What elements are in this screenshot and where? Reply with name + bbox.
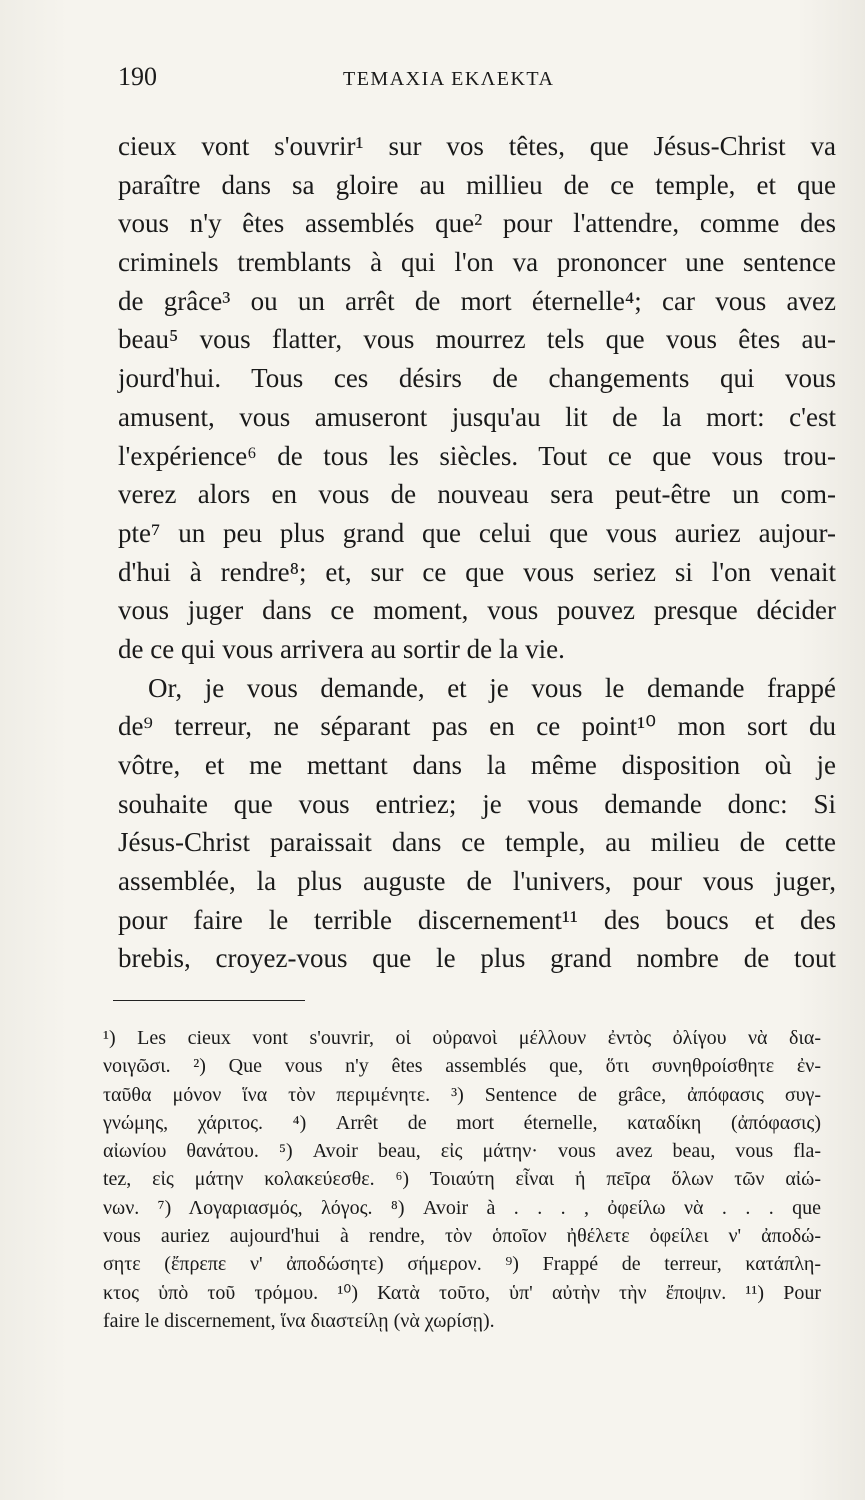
text-line: criminels tremblants à qui l'on va prononcer une sentence <box>118 247 836 278</box>
text-line: beau⁵ vous flatter, vous mourrez tels que vous êtes au- <box>118 324 836 355</box>
text-line: vous juger dans ce moment, vous pouvez presque décider <box>118 595 836 626</box>
text-line: Or, je vous demande, et je vous le demande frappé <box>148 672 836 703</box>
text-line: pte⁷ un peu plus grand que celui que vous auriez aujour- <box>118 517 836 548</box>
footnote-line: νοιγῶσι. ²) Que vous n'y êtes assemblés que, ὅτι συνηθροίσθητε ἐν- <box>103 1055 821 1078</box>
footnote-line: αἰωνίου θανάτου. ⁵) Avoir beau, εἰς μάτην· vous avez beau, vous fla- <box>103 1140 821 1163</box>
text-line: assemblée, la plus auguste de l'univers, pour vous juger, <box>118 866 836 897</box>
main-text <box>118 127 836 978</box>
text-line: brebis, croyez-vous que le plus grand nombre de tout <box>118 943 836 974</box>
footnote-line: tez, εἰς μάτην κολακεύεσθε. ⁶) Τοιαύτη εἶναι ἡ πεῖρα ὅλων τῶν αἰώ- <box>103 1168 821 1191</box>
text-line: Jésus-Christ paraissait dans ce temple, au milieu de cette <box>118 827 836 858</box>
footnote-line: νων. ⁷) Λογαριασμός, λόγος. ⁸) Avoir à . . . , ὀφείλω νὰ . . . que <box>103 1196 821 1219</box>
text-line: l'expérience⁶ de tous les siècles. Tout ce que vous trou- <box>118 440 836 471</box>
text-line: vôtre, et me mettant dans la même disposition où je <box>118 750 836 780</box>
text-line: paraître dans sa gloire au millieu de ce temple, et que <box>118 169 836 200</box>
footnotes <box>103 1024 821 1335</box>
footnote-line: σητε (ἔπρεπε ν' ἀποδώσητε) σήμερον. ⁹) Frappé de terreur, κατάπλη- <box>103 1253 821 1276</box>
footnote-line: vous auriez aujourd'hui à rendre, τὸν ὁποῖον ἠθέλετε ὀφείλει ν' ἀποδώ- <box>103 1225 821 1248</box>
text-line: de ce qui vous arrivera au sortir de la vie. <box>118 633 565 664</box>
running-title: TEMAXIA EKΛEKTA <box>343 68 555 90</box>
footnote-divider <box>113 1000 305 1001</box>
text-line: de grâce³ ou un arrêt de mort éternelle⁴; car vous avez <box>118 285 836 316</box>
text-line: jourd'hui. Tous ces désirs de changements qui vous <box>118 363 836 394</box>
text-line: amusent, vous amuseront jusqu'au lit de la mort: c'est <box>118 401 836 432</box>
page-header <box>118 62 848 102</box>
footnote-line: ταῦθα μόνον ἵνα τὸν περιμένητε. ³) Sentence de grâce, ἀπόφασις συγ- <box>103 1083 821 1106</box>
page-number: 190 <box>118 62 157 91</box>
text-line: souhaite que vous entriez; je vous demande donc: Si <box>118 788 836 819</box>
footnote-line: faire le discernement, ἵνα διαστείλῃ (νὰ χωρίσῃ). <box>103 1309 495 1332</box>
text-line: vous n'y êtes assemblés que² pour l'attendre, comme des <box>118 208 836 239</box>
footnote-line: κτος ὑπὸ τοῦ τρόμου. ¹⁰) Κατὰ τοῦτο, ὑπ' αὐτὴν τὴν ἔποψιν. ¹¹) Pour <box>103 1281 821 1304</box>
text-line: pour faire le terrible discernement¹¹ des boucs et des <box>118 904 836 935</box>
text-line: verez alors en vous de nouveau sera peut-être un com- <box>118 479 836 510</box>
text-line: de⁹ terreur, ne séparant pas en ce point¹⁰ mon sort du <box>118 711 836 742</box>
text-line: cieux vont s'ouvrir¹ sur vos têtes, que Jésus-Christ va <box>118 131 836 161</box>
footnote-line: γνώμης, χάριτος. ⁴) Arrêt de mort éternelle, καταδίκη (ἀπόφασις) <box>103 1111 821 1134</box>
text-line: d'hui à rendre⁸; et, sur ce que vous seriez si l'on venait <box>118 556 836 587</box>
footnote-line: ¹) Les cieux vont s'ouvrir, οἱ οὐρανοὶ μέλλουν ἐντὸς ὀλίγου νὰ δια- <box>103 1027 821 1049</box>
